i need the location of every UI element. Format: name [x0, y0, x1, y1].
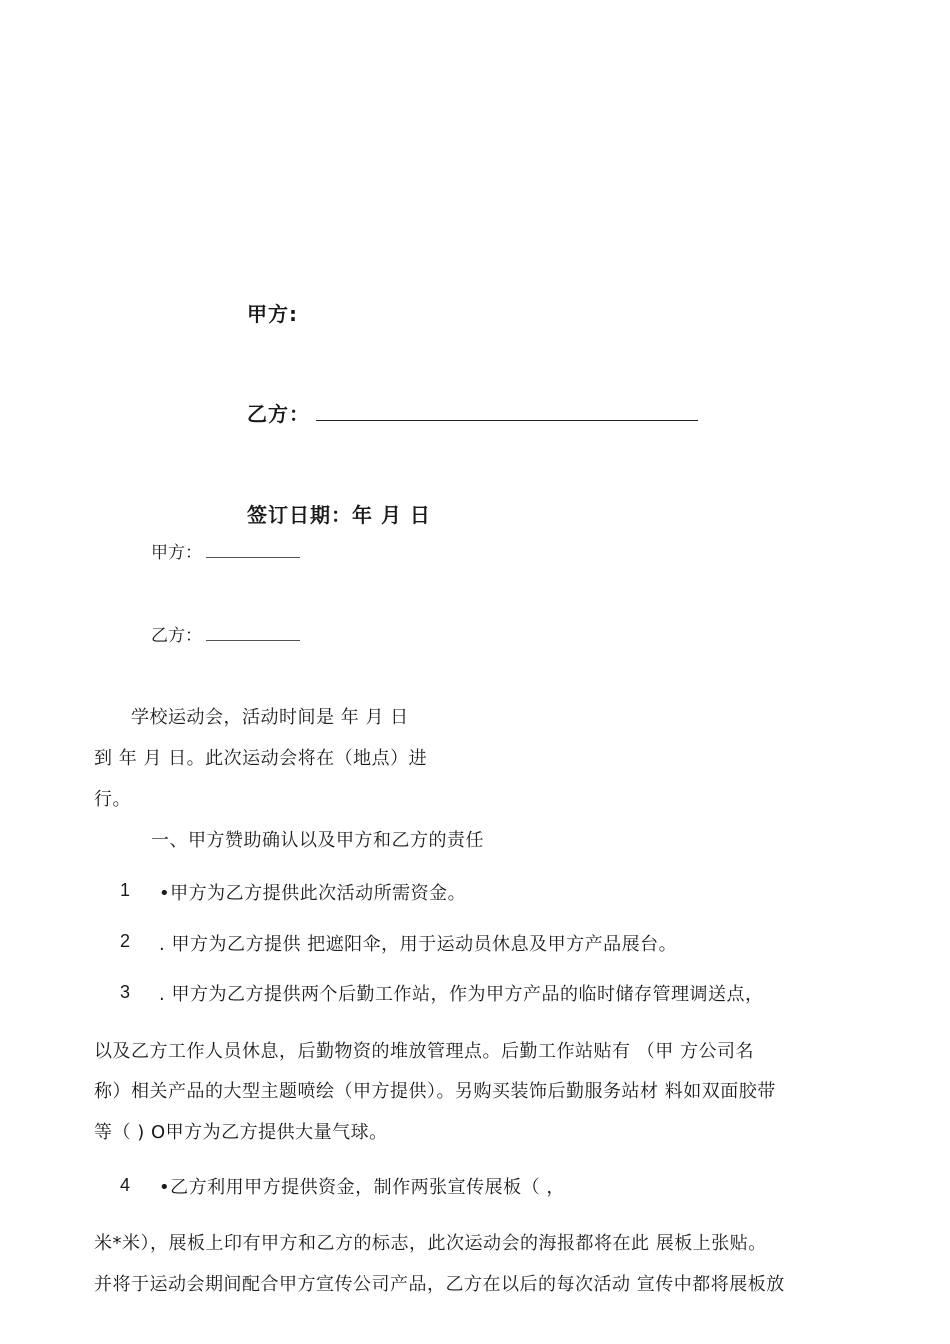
party-b-label: 乙方： — [151, 626, 202, 646]
party-a-blank[interactable] — [206, 542, 300, 558]
cover-party-b-label: 乙方： — [247, 402, 310, 426]
party-a-label: 甲方： — [151, 543, 202, 563]
intro-line-1: 学校运动会，活动时间是 年 月 日 — [131, 707, 409, 728]
cover-party-b-blank[interactable] — [316, 402, 698, 421]
item-3-cont-2: 称）相关产品的大型主题喷绘（甲方提供）。另购买装饰后勤服务站材 料如双面胶带 — [94, 1081, 776, 1102]
item-3-number: 3 — [120, 982, 131, 1002]
item-1-number: 1 — [120, 880, 131, 900]
item-4-cont-2: 并将于运动会期间配合甲方宣传公司产品，乙方在以后的每次活动 宣传中都将展板放 — [94, 1274, 785, 1295]
party-b-line — [151, 621, 300, 646]
cover-party-a-label: 甲方: — [247, 302, 298, 326]
intro-line-2: 到 年 月 日。此次运动会将在（地点）进 — [94, 748, 428, 769]
item-1-text: •甲方为乙方提供此次活动所需资金。 — [159, 883, 467, 904]
party-a-line — [151, 538, 300, 563]
item-2-number: 2 — [120, 931, 131, 951]
item-4-text: •乙方利用甲方提供资金，制作两张宣传展板（ ， — [159, 1177, 565, 1198]
item-3-cont-1: 以及乙方工作人员休息，后勤物资的堆放管理点。后勤工作站贴有 （甲 方公司名 — [94, 1041, 754, 1062]
cover-sign-date — [247, 499, 431, 528]
cover-party-b — [247, 398, 698, 427]
item-4-cont-1: 米*米），展板上印有甲方和乙方的标志，此次运动会的海报都将在此 展板上张贴。 — [94, 1233, 767, 1254]
item-2-text: . 甲方为乙方提供 把遮阳伞，用于运动员休息及甲方产品展台。 — [159, 934, 678, 955]
item-3-cont-3: 等（ ) O甲方为乙方提供大量气球。 — [94, 1122, 388, 1143]
cover-sign-date-label: 签订日期：年 月 日 — [247, 503, 431, 527]
item-3-text: . 甲方为乙方提供两个后勤工作站，作为甲方产品的临时储存管理调送点， — [159, 984, 764, 1005]
cover-party-a — [247, 298, 298, 327]
section-1-heading: 一、甲方赞助确认以及甲方和乙方的责任 — [151, 830, 484, 851]
intro-line-3: 行。 — [94, 789, 131, 810]
item-4-number: 4 — [120, 1175, 131, 1195]
party-b-blank[interactable] — [206, 625, 300, 641]
